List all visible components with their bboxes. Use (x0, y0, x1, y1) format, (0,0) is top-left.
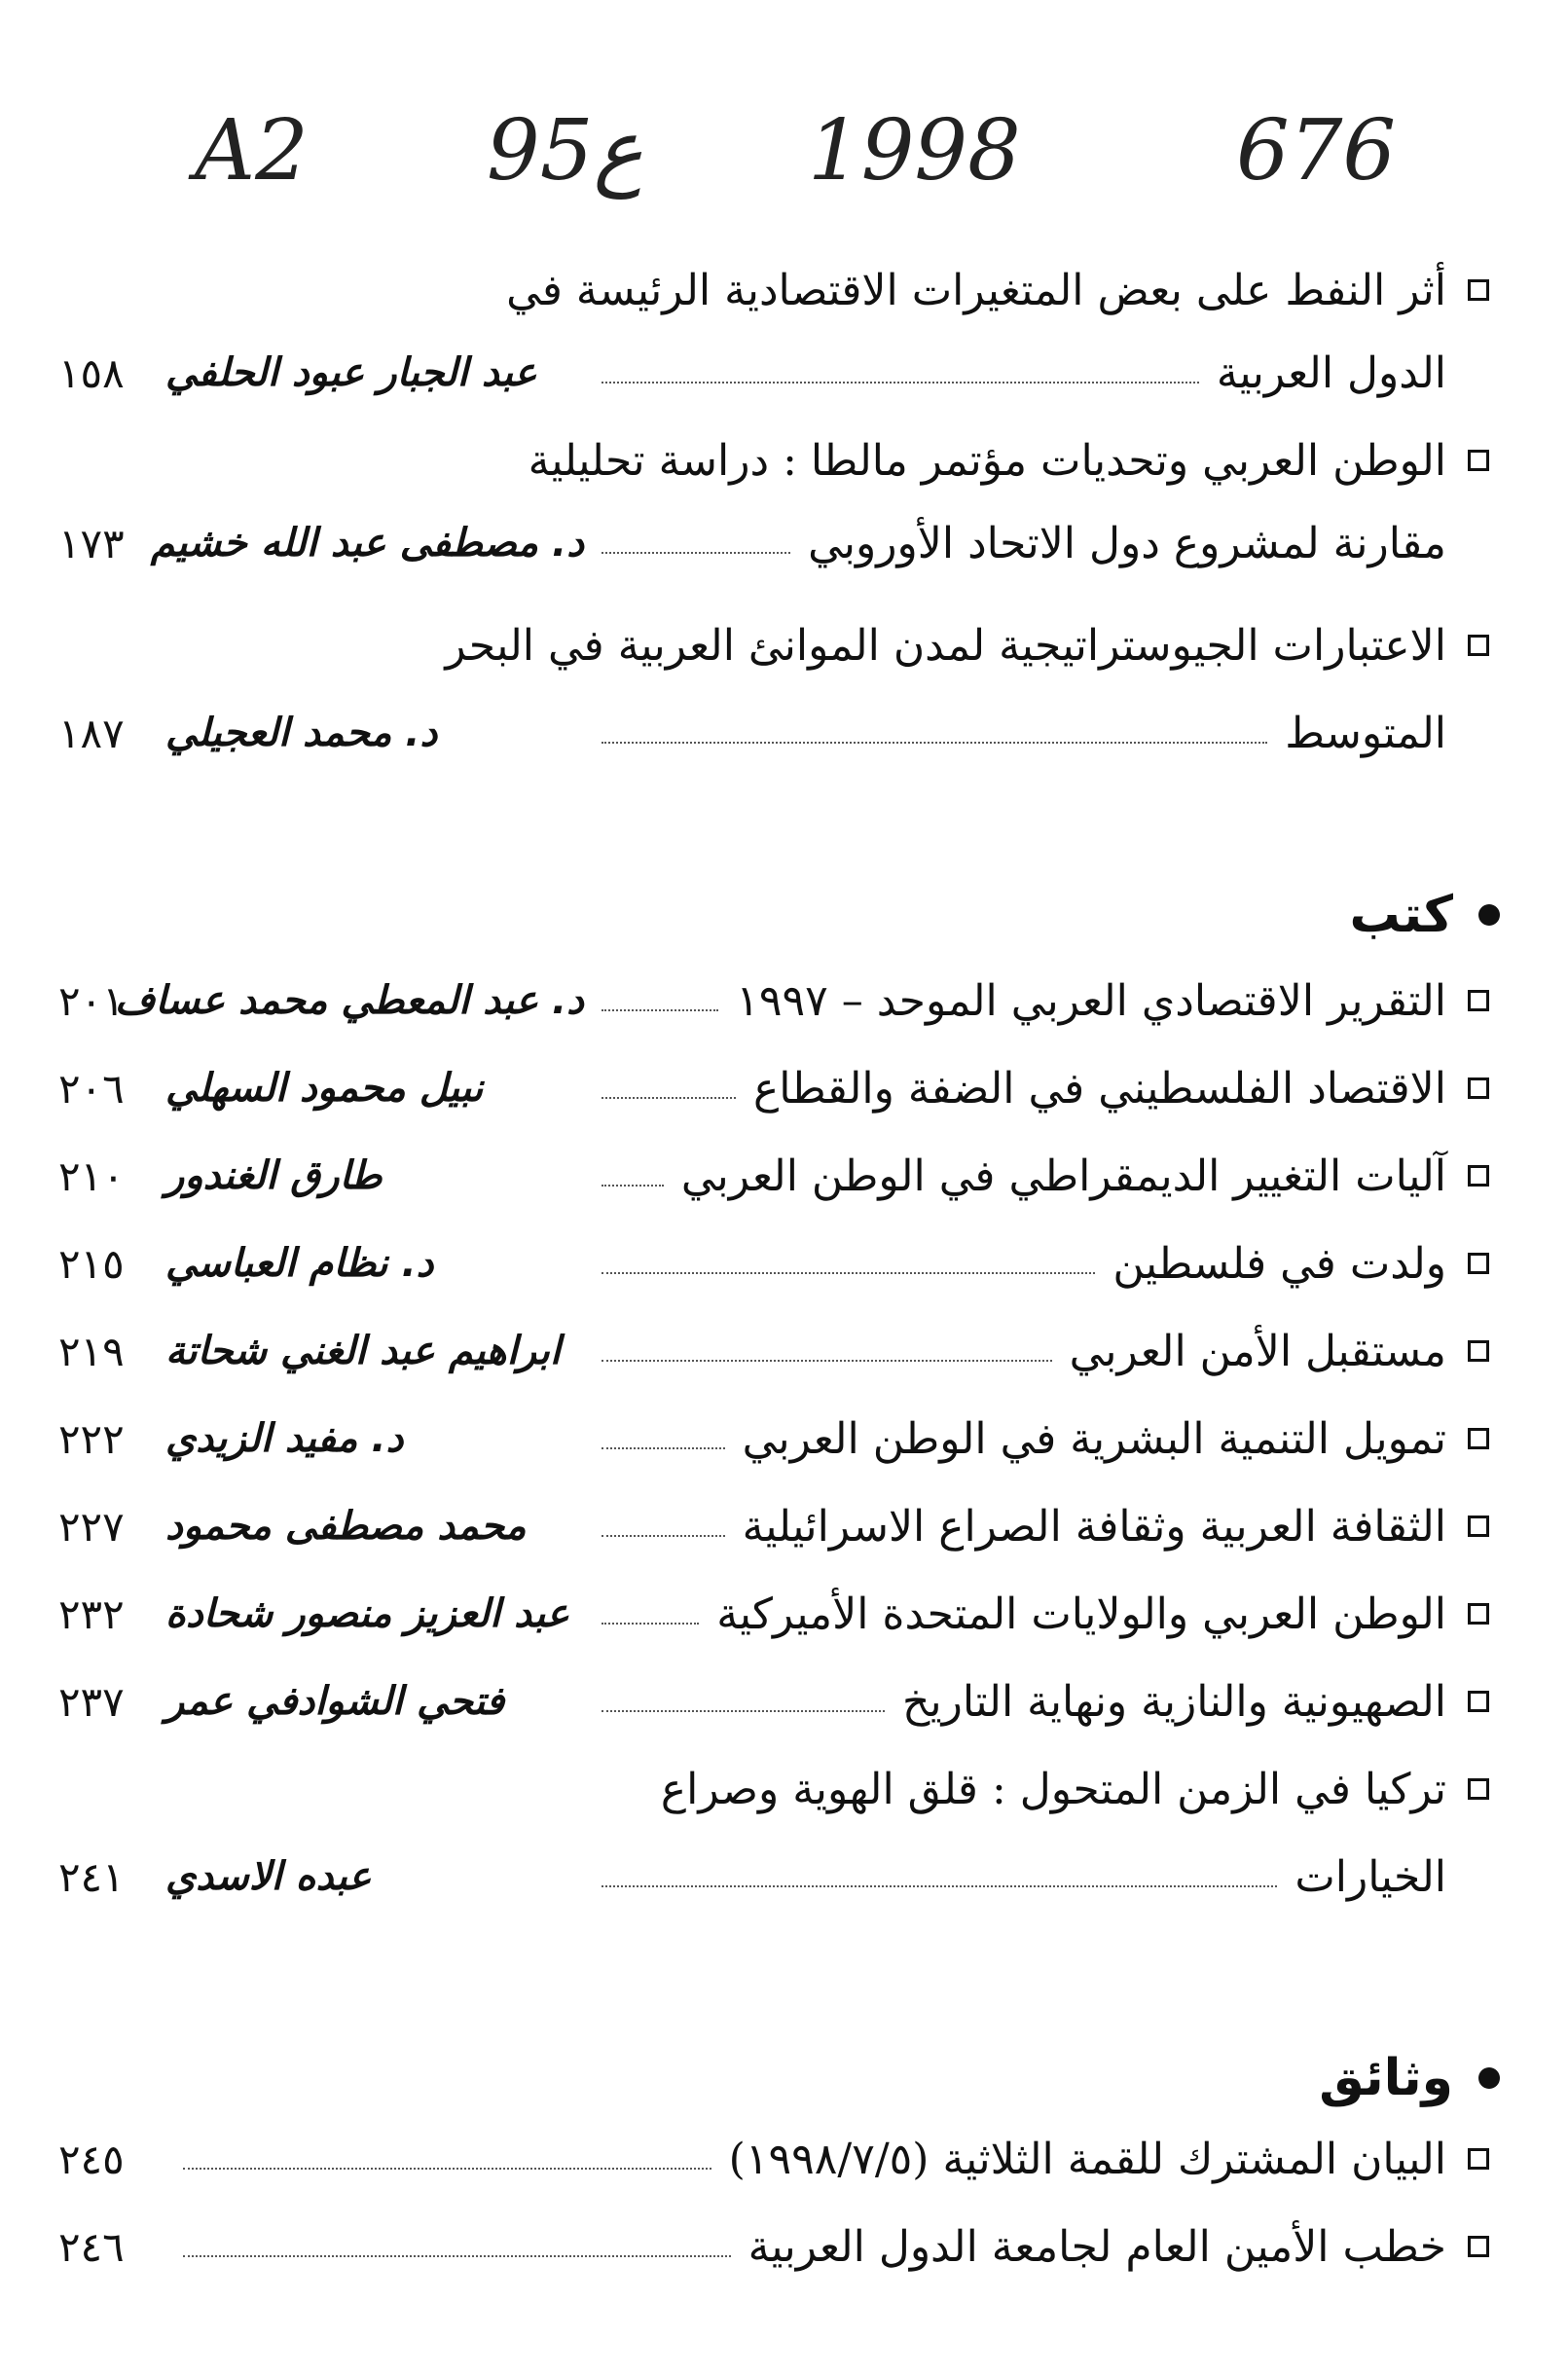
dotted-leader (183, 2168, 711, 2170)
entry-page: ٢١٩ (58, 1327, 125, 1375)
entry-page: ٢٣٢ (58, 1589, 125, 1638)
toc-entry-line (58, 1484, 1489, 1568)
toc-entry-line (58, 1397, 1489, 1480)
entry-author: فتحي الشوادفي عمر (165, 1679, 505, 1724)
entry-page: ٢٤٥ (58, 2135, 125, 2183)
entry-title: البيان المشترك للقمة الثلاثية (١٩٩٨/٧/٥) (728, 2134, 1446, 2184)
entry-page: ٢٣٧ (58, 1677, 125, 1726)
checkbox-square-icon (1468, 450, 1489, 471)
checkbox-square-icon (1468, 1253, 1489, 1274)
entry-title: آليات التغيير الديمقراطي في الوطن العربي (680, 1150, 1446, 1201)
toc-entry-line (58, 1134, 1489, 1218)
entry-title: ولدت في فلسطين (1112, 1238, 1446, 1289)
toc-entry-line (58, 501, 1489, 585)
entry-page: ٢٢٧ (58, 1502, 125, 1551)
entry-title: أثر النفط على بعض المتغيرات الاقتصادية الرئيسة في (506, 265, 1446, 315)
toc-entry-line (58, 1222, 1489, 1305)
entry-author: نبيل محمود السهلي (165, 1066, 484, 1111)
bullet-icon (1478, 2067, 1500, 2089)
toc-entry-line (58, 1046, 1489, 1130)
entry-page: ٢٤٦ (58, 2222, 125, 2271)
dotted-leader (602, 1097, 736, 1099)
entry-author: عبده الاسدي (165, 1854, 372, 1899)
entry-page: ١٧٣ (58, 519, 125, 567)
dotted-leader (602, 1710, 885, 1712)
checkbox-square-icon (1468, 1516, 1489, 1537)
entry-page: ١٨٧ (58, 709, 125, 757)
toc-entry-line (58, 1747, 1489, 1831)
toc-entry-line (58, 603, 1489, 687)
entry-title: الخيارات (1295, 1851, 1446, 1902)
entry-title: الوطن العربي وتحديات مؤتمر مالطا : دراسة تحليلية (528, 435, 1446, 486)
checkbox-square-icon (1468, 1603, 1489, 1625)
checkbox-square-icon (1468, 2148, 1489, 2170)
toc-entry-line (58, 959, 1489, 1042)
toc-entry-line (58, 331, 1489, 415)
entry-author: د. عبد المعطي محمد عساف (114, 978, 584, 1023)
dotted-leader (602, 552, 790, 554)
toc-entry-line (58, 2205, 1489, 2288)
entry-author: د. مصطفى عبد الله خشيم (150, 521, 584, 566)
entry-title: الوطن العربي والولايات المتحدة الأميركية (716, 1589, 1446, 1639)
entry-author: ابراهيم عبد الغني شحاتة (165, 1329, 562, 1373)
checkbox-square-icon (1468, 990, 1489, 1011)
entry-title: الاقتصاد الفلسطيني في الضفة والقطاع (753, 1063, 1446, 1114)
checkbox-square-icon (1468, 1077, 1489, 1099)
entry-title: الصهيونية والنازية ونهاية التاريخ (901, 1676, 1446, 1727)
entry-page: ٢٠١ (58, 976, 125, 1025)
dotted-leader (602, 1272, 1095, 1274)
entry-author: عبد العزيز منصور شحادة (165, 1591, 570, 1636)
entry-author: عبد الجبار عبود الحلفي (165, 350, 537, 395)
dotted-leader (602, 1885, 1277, 1887)
handwritten-year: 1998 (808, 102, 1021, 200)
dotted-leader (183, 2255, 731, 2257)
checkbox-square-icon (1468, 279, 1489, 301)
dotted-leader (602, 1009, 718, 1011)
section-heading-books (1349, 871, 1500, 959)
entry-author: د. مفيد الزيدي (165, 1416, 404, 1461)
checkbox-square-icon (1468, 2236, 1489, 2257)
entry-title: تمويل التنمية البشرية في الوطن العربي (742, 1413, 1446, 1464)
dotted-leader (602, 1185, 664, 1187)
toc-entry-line (58, 419, 1489, 502)
checkbox-square-icon (1468, 1165, 1489, 1187)
entry-page: ٢٠٦ (58, 1064, 125, 1113)
dotted-leader (602, 382, 1199, 383)
entry-title: مستقبل الأمن العربي (1069, 1326, 1446, 1376)
checkbox-square-icon (1468, 1691, 1489, 1712)
checkbox-square-icon (1468, 1778, 1489, 1800)
entry-title: تركيا في الزمن المتحول : قلق الهوية وصراع (660, 1764, 1446, 1814)
checkbox-square-icon (1468, 1340, 1489, 1362)
handwritten-code-1: A2 (195, 102, 309, 200)
toc-entry-line (58, 1572, 1489, 1656)
entry-author: د. نظام العباسي (165, 1241, 434, 1286)
bullet-icon (1478, 904, 1500, 926)
entry-title: الثقافة العربية وثقافة الصراع الاسرائيلية (742, 1501, 1446, 1552)
entry-page: ٢٤١ (58, 1852, 125, 1901)
dotted-leader (602, 1623, 699, 1625)
toc-entry-line (58, 691, 1489, 775)
dotted-leader (602, 742, 1267, 744)
entry-author: طارق الغندور (165, 1153, 383, 1198)
dotted-leader (602, 1535, 725, 1537)
toc-entry-line (58, 248, 1489, 332)
toc-entry-line (58, 1309, 1489, 1393)
section-title: وثائق (1319, 2049, 1453, 2107)
entry-title: الاعتبارات الجيوستراتيجية لمدن الموانئ العربية في البحر (445, 620, 1446, 671)
entry-title: المتوسط (1285, 708, 1446, 758)
checkbox-square-icon (1468, 635, 1489, 656)
handwritten-number: 676 (1236, 102, 1397, 200)
entry-page: ٢١٥ (58, 1239, 125, 1288)
checkbox-square-icon (1468, 1428, 1489, 1449)
entry-author: محمد مصطفى محمود (165, 1504, 527, 1549)
entry-title: خطب الأمين العام لجامعة الدول العربية (748, 2221, 1446, 2272)
toc-entry-line (58, 2117, 1489, 2201)
entry-title: التقرير الاقتصادي العربي الموحد – ١٩٩٧ (736, 975, 1446, 1026)
toc-entry-line (58, 1660, 1489, 1743)
dotted-leader (602, 1360, 1052, 1362)
entry-title: الدول العربية (1216, 347, 1446, 398)
handwritten-code-2: 95ع (487, 102, 643, 200)
section-heading-documents (1319, 2034, 1500, 2122)
entry-page: ٢٢٢ (58, 1414, 125, 1463)
toc-entry-line (58, 1835, 1489, 1918)
entry-page: ١٥٨ (58, 348, 125, 397)
dotted-leader (602, 1447, 725, 1449)
entry-page: ٢١٠ (58, 1151, 125, 1200)
entry-title: مقارنة لمشروع دول الاتحاد الأوروبي (808, 518, 1446, 568)
entry-author: د. محمد العجيلي (165, 711, 438, 755)
section-title: كتب (1349, 886, 1453, 944)
